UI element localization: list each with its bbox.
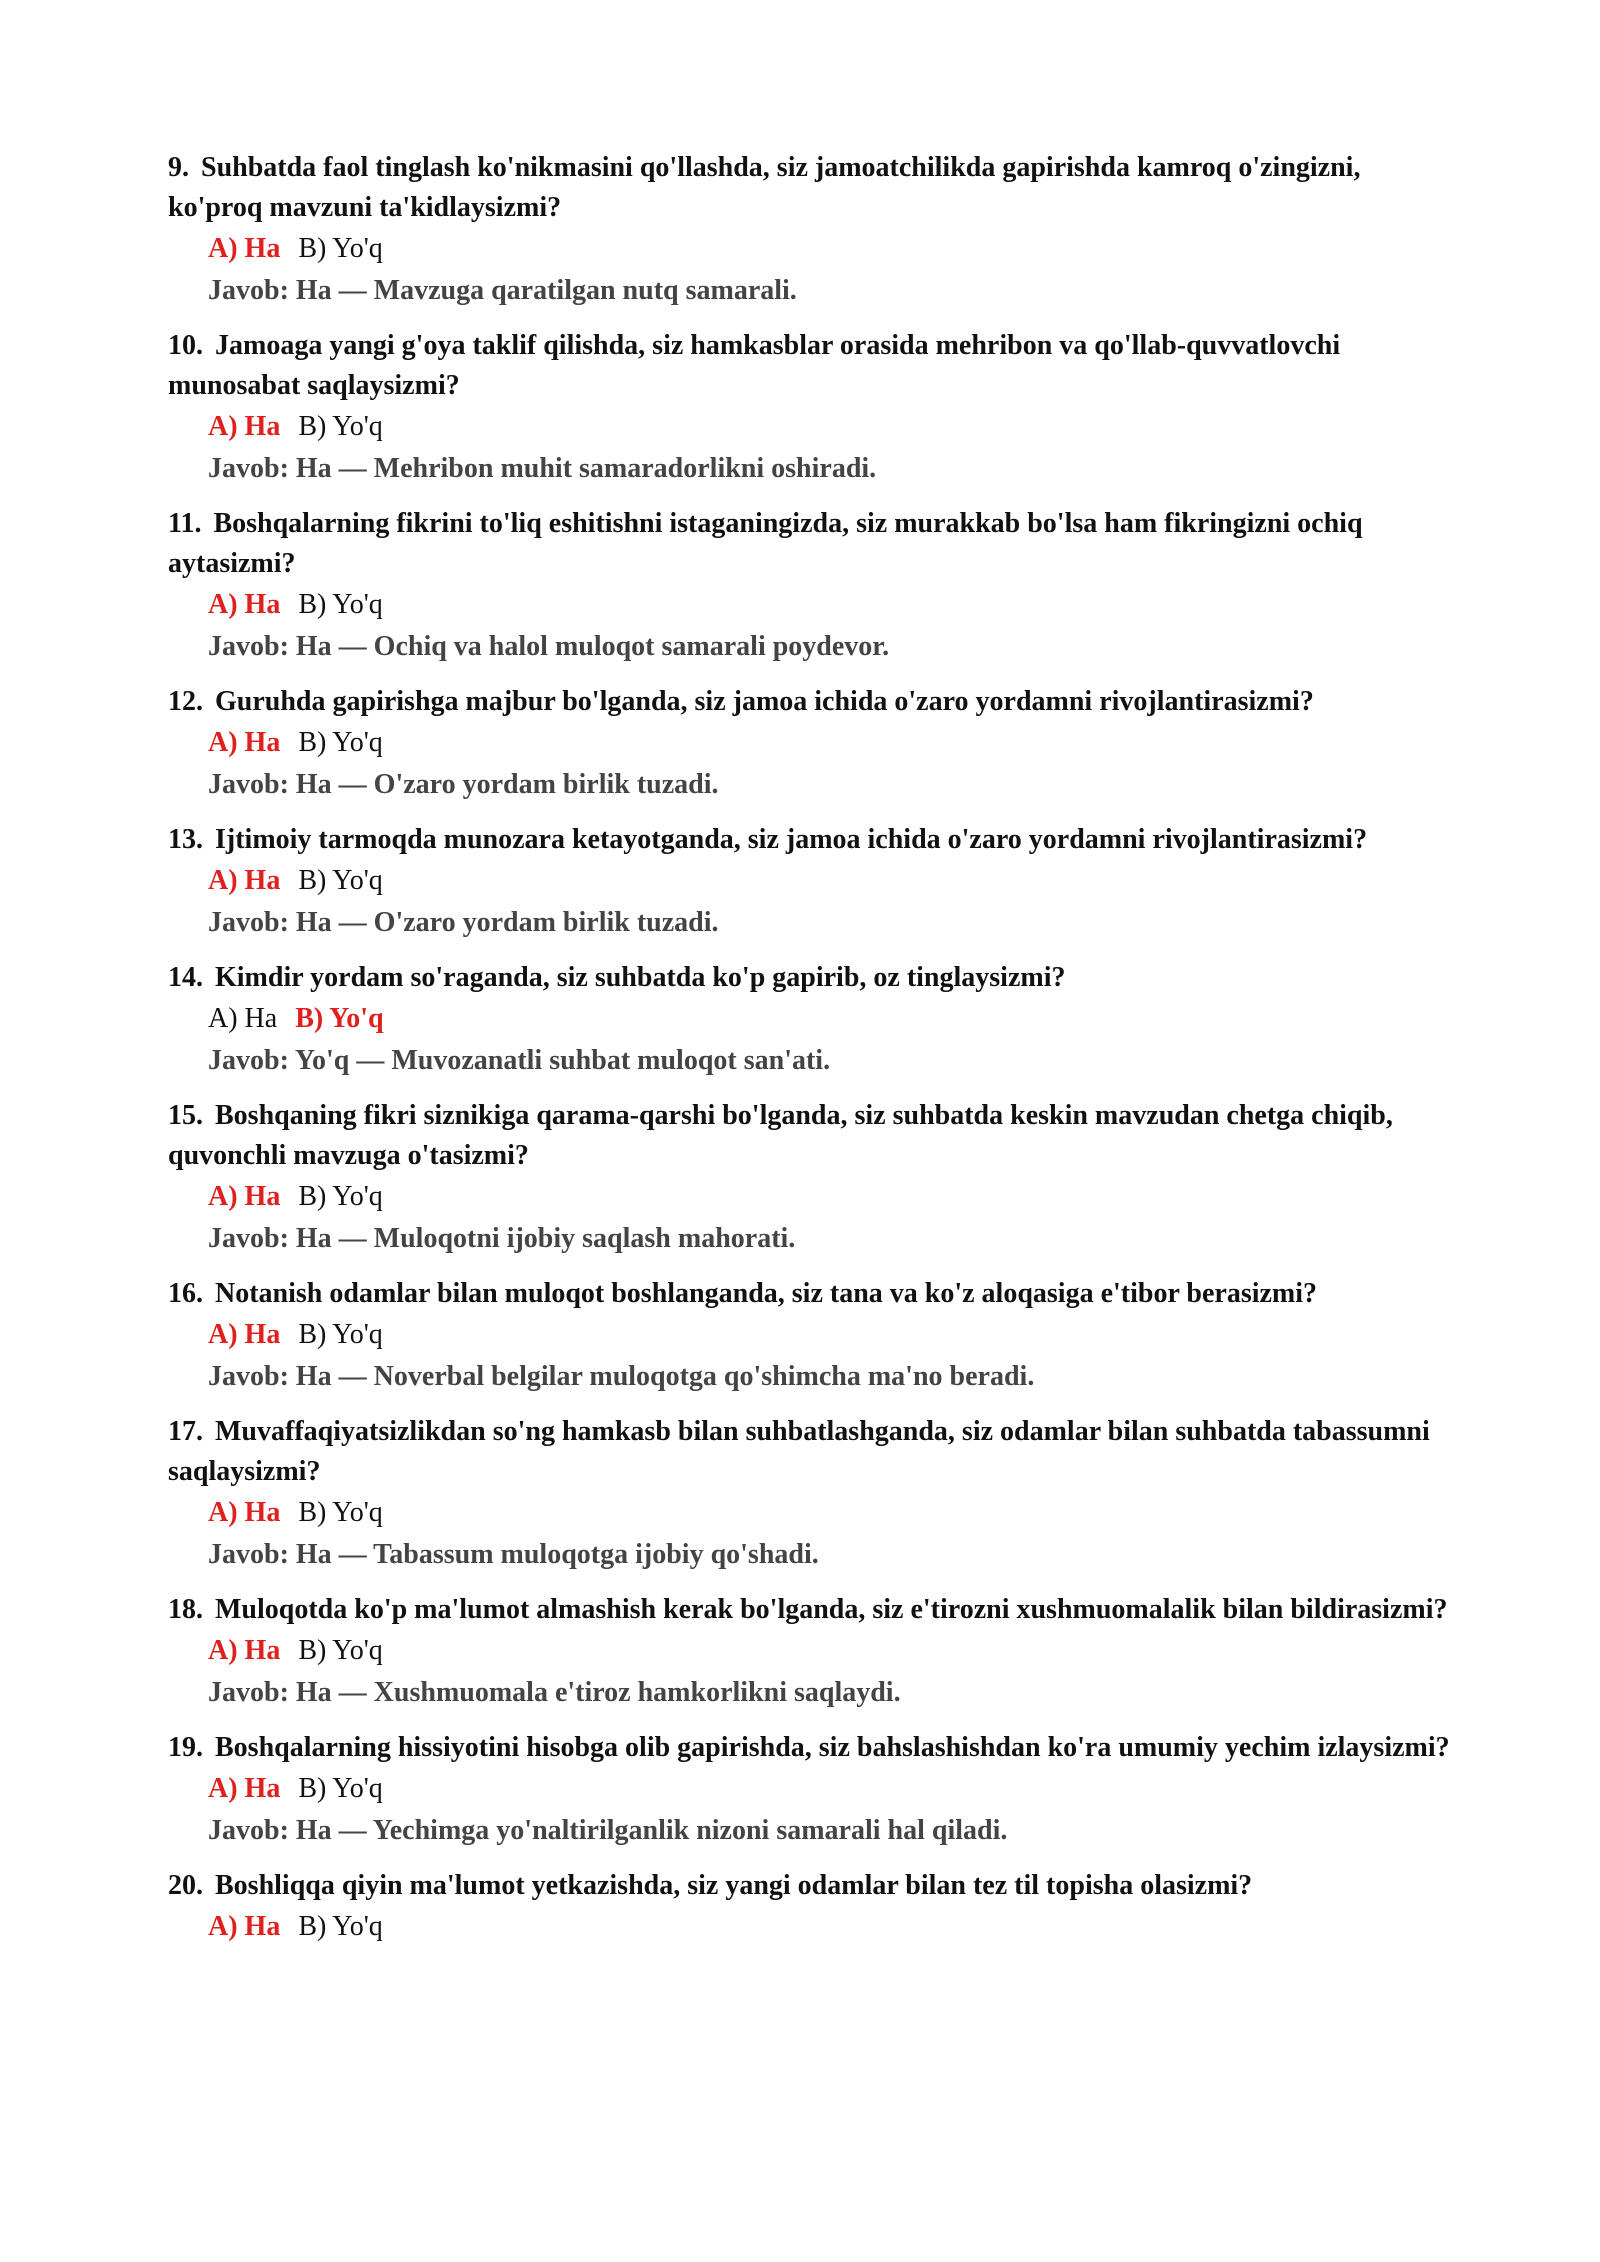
answer-options [168, 584, 1450, 626]
question-text [168, 1590, 1450, 1630]
question-block [168, 1590, 1450, 1714]
question-number: 10. [168, 330, 203, 361]
option-a: A) Ha [208, 1319, 281, 1350]
question-body: Suhbatda faol tinglash ko'nikmasini qo'llashda, siz jamoatchilikda gapirishda kamroq o'zingizni, ko'proq mavzuni ta'kidlaysizmi? [168, 152, 1361, 223]
answer-explanation: Javob: Ha — Ochiq va halol muloqot samarali poydevor. [208, 631, 890, 662]
answer-explanation: Javob: Yo'q — Muvozanatli suhbat muloqot san'ati. [208, 1045, 831, 1076]
question-text [168, 682, 1450, 722]
option-b: B) Yo'q [298, 1319, 383, 1350]
question-number: 20. [168, 1870, 203, 1901]
option-a: A) Ha [208, 233, 281, 264]
answer-options [168, 1176, 1450, 1218]
option-a: A) Ha [208, 589, 281, 620]
answer-options [168, 1630, 1450, 1672]
question-text [168, 1728, 1450, 1768]
option-a: A) Ha [208, 1773, 281, 1804]
option-b: B) Yo'q [298, 1635, 383, 1666]
option-b: B) Yo'q [298, 1181, 383, 1212]
option-b: B) Yo'q [295, 1003, 384, 1034]
option-a: A) Ha [208, 411, 281, 442]
question-number: 14. [168, 962, 203, 993]
option-a: A) Ha [208, 1181, 281, 1212]
question-block [168, 1412, 1450, 1576]
answer-explanation: Javob: Ha — Tabassum muloqotga ijobiy qo'shadi. [208, 1539, 819, 1570]
question-body: Ijtimoiy tarmoqda munozara ketayotganda, siz jamoa ichida o'zaro yordamni rivojlantirasizmi? [215, 824, 1368, 855]
option-b: B) Yo'q [298, 1497, 383, 1528]
question-body: Notanish odamlar bilan muloqot boshlanganda, siz tana va ko'z aloqasiga e'tibor berasizmi? [215, 1278, 1318, 1309]
option-a: A) Ha [208, 865, 281, 896]
answer-options [168, 1314, 1450, 1356]
answer-explanation: Javob: Ha — O'zaro yordam birlik tuzadi. [208, 769, 719, 800]
question-number: 15. [168, 1100, 203, 1131]
question-text [168, 326, 1450, 406]
question-text [168, 1096, 1450, 1176]
option-a: A) Ha [208, 1497, 281, 1528]
question-number: 17. [168, 1416, 203, 1447]
option-b: B) Yo'q [298, 865, 383, 896]
question-block [168, 958, 1450, 1082]
answer-explanation: Javob: Ha — Mehribon muhit samaradorlikni oshiradi. [208, 453, 877, 484]
question-block [168, 148, 1450, 312]
question-text [168, 504, 1450, 584]
answer-explanation: Javob: Ha — Yechimga yo'naltirilganlik nizoni samarali hal qiladi. [208, 1815, 1008, 1846]
question-body: Muloqotda ko'p ma'lumot almashish kerak bo'lganda, siz e'tirozni xushmuomalalik bilan bildirasizmi? [215, 1594, 1448, 1625]
option-b: B) Yo'q [298, 589, 383, 620]
question-body: Muvaffaqiyatsizlikdan so'ng hamkasb bilan suhbatlashganda, siz odamlar bilan suhbatda tabassumni saqlaysizmi? [168, 1416, 1430, 1487]
answer-explanation: Javob: Ha — Mavzuga qaratilgan nutq samarali. [208, 275, 797, 306]
answer-explanation: Javob: Ha — Xushmuomala e'tiroz hamkorlikni saqlaydi. [208, 1677, 901, 1708]
question-number: 19. [168, 1732, 203, 1763]
option-b: B) Yo'q [298, 1773, 383, 1804]
question-number: 16. [168, 1278, 203, 1309]
question-body: Boshliqqa qiyin ma'lumot yetkazishda, siz yangi odamlar bilan tez til topisha olasizmi? [215, 1870, 1253, 1901]
question-body: Kimdir yordam so'raganda, siz suhbatda ko'p gapirib, oz tinglaysizmi? [215, 962, 1066, 993]
question-number: 18. [168, 1594, 203, 1625]
option-b: B) Yo'q [298, 727, 383, 758]
answer-options [168, 228, 1450, 270]
answer-options [168, 1768, 1450, 1810]
option-b: B) Yo'q [298, 411, 383, 442]
option-a: A) Ha [208, 727, 281, 758]
question-text [168, 1412, 1450, 1492]
answer-options [168, 860, 1450, 902]
question-text [168, 1274, 1450, 1314]
answer-options [168, 406, 1450, 448]
question-block [168, 1866, 1450, 1948]
answer-explanation: Javob: Ha — O'zaro yordam birlik tuzadi. [208, 907, 719, 938]
question-text [168, 958, 1450, 998]
question-number: 12. [168, 686, 203, 717]
option-b: B) Yo'q [298, 233, 383, 264]
option-a: A) Ha [208, 1003, 278, 1034]
answer-options [168, 1906, 1450, 1948]
question-body: Guruhda gapirishga majbur bo'lganda, siz jamoa ichida o'zaro yordamni rivojlantirasizmi? [215, 686, 1314, 717]
question-number: 11. [168, 508, 202, 539]
answer-explanation: Javob: Ha — Muloqotni ijobiy saqlash mahorati. [208, 1223, 796, 1254]
answer-options [168, 1492, 1450, 1534]
option-b: B) Yo'q [298, 1911, 383, 1942]
option-a: A) Ha [208, 1635, 281, 1666]
question-block [168, 1728, 1450, 1852]
question-block [168, 326, 1450, 490]
question-number: 9. [168, 152, 189, 183]
question-block [168, 820, 1450, 944]
answer-options [168, 722, 1450, 764]
question-text [168, 820, 1450, 860]
question-block [168, 504, 1450, 668]
answer-options [168, 998, 1450, 1040]
question-body: Boshqaning fikri siznikiga qarama-qarshi bo'lganda, siz suhbatda keskin mavzudan chetga chiqib, quvonchli mavzuga o'tasizmi? [168, 1100, 1393, 1171]
answer-explanation: Javob: Ha — Noverbal belgilar muloqotga qo'shimcha ma'no beradi. [208, 1361, 1035, 1392]
question-block [168, 1274, 1450, 1398]
question-text [168, 148, 1450, 228]
question-text [168, 1866, 1450, 1906]
question-body: Boshqalarning fikrini to'liq eshitishni istaganingizda, siz murakkab bo'lsa ham fikringizni ochiq aytasizmi? [168, 508, 1363, 579]
question-number: 13. [168, 824, 203, 855]
option-a: A) Ha [208, 1911, 281, 1942]
question-block [168, 1096, 1450, 1260]
question-block [168, 682, 1450, 806]
question-body: Jamoaga yangi g'oya taklif qilishda, siz hamkasblar orasida mehribon va qo'llab-quvvatlovchi munosabat saqlaysizmi? [168, 330, 1341, 401]
question-body: Boshqalarning hissiyotini hisobga olib gapirishda, siz bahslashishdan ko'ra umumiy yechim izlaysizmi? [215, 1732, 1450, 1763]
